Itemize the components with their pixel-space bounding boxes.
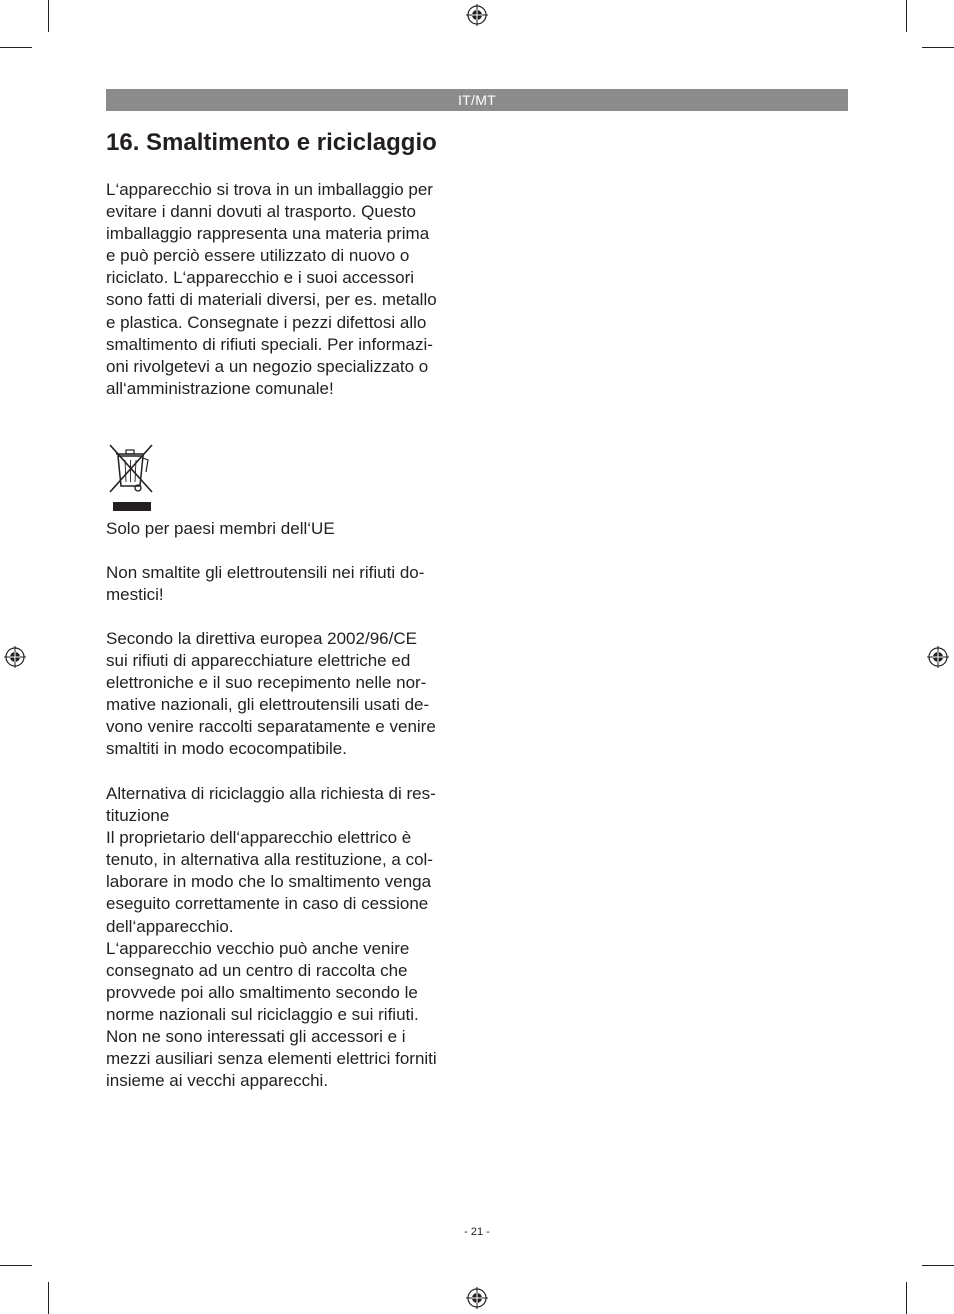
crossed-out-wheelie-bin-icon <box>106 442 156 514</box>
intro-paragraph: L‘apparecchio si trova in un imballaggio per evitare i danni dovuti al trasporto. Questo imballaggio rappresenta una materia prima e può perciò essere utilizzato di nuovo o riciclato. L‘apparecchio e i suoi accessori sono fatti di materiali diversi, per es. metallo e plastica. Consegnate i pezzi difettosi allo smaltimento di rifiuti speciali. Per informazi- oni rivolgetevi a un negozio specializzato o all‘amministrazione comunale! <box>106 180 437 398</box>
crop-mark <box>0 47 32 48</box>
page-number: - 21 - <box>464 1226 490 1238</box>
registration-mark-icon <box>466 4 488 26</box>
registration-mark-icon <box>927 646 949 668</box>
crop-mark <box>0 1265 32 1266</box>
crop-mark <box>922 47 954 48</box>
crop-mark <box>922 1265 954 1266</box>
section-title: 16. Smaltimento e riciclaggio <box>106 129 437 156</box>
registration-mark-icon <box>466 1287 488 1309</box>
no-household-warning: Non smaltite gli elettroutensili nei rifiuti do- mestici! <box>106 563 425 605</box>
crop-mark <box>906 1282 907 1314</box>
crop-mark <box>48 1282 49 1314</box>
crop-mark <box>48 0 49 32</box>
recycling-alternative-paragraph: Alternativa di riciclaggio alla richiesta di res- tituzione Il proprietario dell‘apparecchio elettrico è tenuto, in alternativa alla restituzione, a col- laborare in modo che lo smaltimento venga eseguito correttamente in caso di cessione dell‘apparecchio. L‘apparecchio vecchio può anche venire consegnato ad un centro di raccolta che provvede poi allo smaltimento secondo le norme nazionali sul riciclaggio e sui rifiuti. Non ne sono interessati gli accessori e i mezzi ausiliari senza elementi elettrici forniti insieme ai vecchi apparecchi. <box>106 784 437 1091</box>
registration-mark-icon <box>4 646 26 668</box>
language-code: IT/MT <box>457 92 497 108</box>
disposal-section <box>106 126 466 400</box>
directive-paragraph: Secondo la direttiva europea 2002/96/CE sui rifiuti di apparecchiature elettriche ed elettroniche e il suo recepimento nelle nor- mative nazionali, gli elettroutensili usati de- vono venire raccolti separatamente e venire smaltiti in modo ecocompatibile. <box>106 629 436 759</box>
eu-only-note: Solo per paesi membri dell‘UE <box>106 519 335 538</box>
crop-mark <box>906 0 907 32</box>
language-header-bar <box>106 89 848 111</box>
